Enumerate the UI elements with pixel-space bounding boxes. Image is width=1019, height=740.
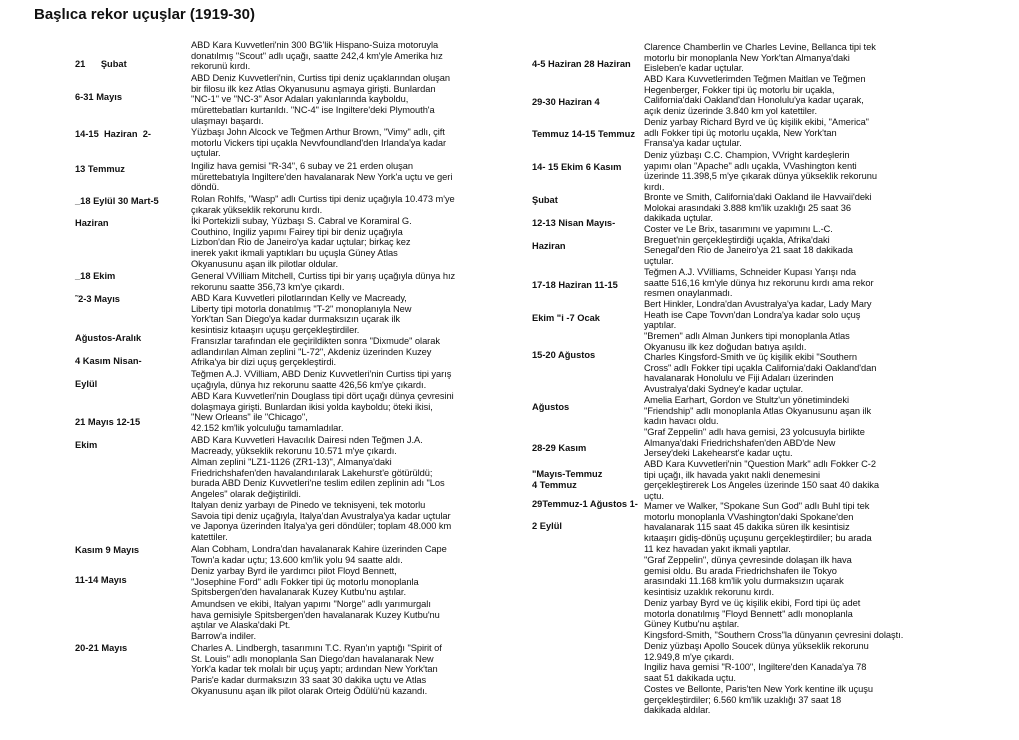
left-entry: Fransızlar tarafından ele geçirildikten sonra "Dixmude" olarak adlandırılan Alman zeplini "L-72", Akdeniz üzerinden Kuzey Afrika'ya bir dizi uçuş gerçekleştirdi. xyxy=(191,336,440,368)
right-date: 29Temmuz-1 Ağustos 1- xyxy=(532,499,638,509)
right-entry: Clarence Chamberlin ve Charles Levine, Bellanca tipi tek motorlu bir monoplanla New York'tan Almanya'daki Eisleben'e kadar uçtular. xyxy=(644,42,876,74)
right-entry: Ingiliz hava gemisi "R-100", Ingiltere'den Kanada'ya 78 saat 51 dakikada uçtu. xyxy=(644,662,867,683)
right-entry: Costes ve Bellonte, Paris'ten New York kentine ilk uçuşu gerçekleştirdiler; 6.560 km'lik uzaklığı 37 saat 18 dakikada aldılar. xyxy=(644,684,873,716)
left-entry: Charles A. Lindbergh, tasarımını T.C. Ryan'ın yaptığı "Spirit of St. Louis" adlı monoplanla San Diego'dan havalanarak New York'a kadar tek molalı bir uçuş yaptı; ardından New York'tan Paris'e kadar durmaksızın 33 saat 30 dakika uçtu ve Atlas Okyanusunu aşan ilk pilot olarak Orteig Ödülü'nü kazandı. xyxy=(191,643,442,696)
left-entry: ABD Kara Kuvvetleri'nin Douglass tipi dört uçağı dünya çevresini dolaşmaya girişti. Bunlardan ikisi yolda kayboldu; öteki ikisi, "New Orleans" ile "Chicago", 42.152 km'lik yolculuğu tamamladılar. xyxy=(191,391,454,434)
right-entry: Mamer ve Walker, "Spokane Sun God" adlı Buhl tipi tek motorlu monoplanla VVashington'daki Spokane'den havalanarak 115 saat 45 dakika süren ilk kesintisiz kıtaaşırı gidiş-dönüş uçuşunu gerçekleştirdiler; bu arada 11 kez havadan yakıt ikmali yaptılar. xyxy=(644,501,872,554)
left-date: 11-14 Mayıs xyxy=(75,575,127,585)
right-entry: Kingsford-Smith, "Southern Cross"la dünyanın çevresini dolaştı. xyxy=(644,630,904,640)
right-entry: ABD Kara Kuvvetleri'nin "Question Mark" adlı Fokker C-2 tipi uçağı, ilk havada yakıt nakli denemesini gerçekleştirerek Los Angeles üzerinde 150 saat 40 dakika uçtu. xyxy=(644,459,879,502)
left-entry: Deniz yarbay Byrd ile yardımcı pilot Floyd Bennett, "Josephine Ford" adlı Fokker tipi üç motorlu monoplanla Spitsbergen'den havalanarak Kuzey Kutbu'nu aştılar. xyxy=(191,566,419,598)
left-entry: Teğmen A.J. VVilliam, ABD Deniz Kuvvetleri'nin Curtiss tipi yarış uçağıyla, dünya hız rekorunu saatte 426,56 km'ye çıkardı. xyxy=(191,369,452,390)
right-entry: Coster ve Le Brix, tasarımını ve yapımını L.-C. Breguet'nin gerçekleştirdiği uçakla, Afrika'daki Senegal'den Rio de Janeiro'ya 21 saat 18 dakikada uçtular. xyxy=(644,224,853,267)
left-date: Eylül xyxy=(75,379,98,389)
right-date: 4-5 Haziran 28 Haziran xyxy=(532,59,631,69)
left-date: 14-15 Haziran 2- xyxy=(75,129,151,139)
left-entry: Yüzbaşı John Alcock ve Teğmen Arthur Brown, "Vimy" adlı, çift motorlu Vickers tipi uçakla Nevvfoundland'den Irlanda'ya kadar uçtular. xyxy=(191,127,447,159)
right-entry: "Graf Zeppelin", dünya çevresinde dolaşan ilk hava gemisi oldu. Bu arada Friedrichshafen ile Tokyo arasındaki 11.168 km'lik yolu durmaksızın uçarak kesintisiz uzaklık rekorunu kırdı. xyxy=(644,555,852,598)
left-entry: ABD Kara Kuvvetleri pilotlarından Kelly ve Macready, Liberty tipi motorla donatılmış "T-2" monoplanıyla New York'tan San Diego'ya kadar durmaksızın uçarak ilk kesintisiz kıtaaşırı uçuşu gerçekleştirdiler. xyxy=(191,293,412,336)
left-entry: Rolan Rohlfs, "Wasp" adlı Curtiss tipi deniz uçağıyla 10.473 m'ye çıkarak yükseklik rekorunu kırdı. xyxy=(191,194,455,215)
right-entry: Charles Kingsford-Smith ve üç kişilik ekibi "Southern Cross" adlı Fokker tipi uçakla California'daki Oakland'dan havalanarak Honolulu ve Fiji Adaları üzerinden Avustralya'daki Sydney'e kadar uçtular. xyxy=(644,352,877,395)
right-entry: ABD Kara Kuvvetlerimden Teğmen Maitlan ve Teğmen Hegenberger, Fokker tipi üç motorlu bir uçakla, California'daki Oakland'dan Honolulu'ya kadar uçarak, açık deniz üzerinde 3.840 km yol katettiler. xyxy=(644,74,866,117)
left-date: Kasım 9 Mayıs xyxy=(75,545,140,555)
left-entry: ABD Deniz Kuvvetleri'nin, Curtiss tipi deniz uçaklarından oluşan bir filosu ilk kez Atlas Okyanusunu aşmaya girişti. Bunlardan "NC-1" ve "NC-3" Asor Adaları yakınlarında kayboldu, mürettebatları kurtarıldı. "NC-4" ise Ingiltere'deki Plymouth'a ulaşmayı başardı. xyxy=(191,73,451,126)
right-entry: Deniz yarbay Richard Byrd ve üç kişilik ekibi, "America" adlı Fokker tipi üç motorlu uçakla, New York'tan Fransa'ya kadar uçtular. xyxy=(644,117,869,149)
right-entry: Bronte ve Smith, California'daki Oakland ile Havvaii'deki Molokai arasındaki 3.888 km'lik uzaklığı 25 saat 36 dakikada uçtular. xyxy=(644,192,872,224)
right-date: 15-20 Ağustos xyxy=(532,350,596,360)
left-date: _18 Eylül 30 Mart-5 xyxy=(75,196,159,206)
right-date: "Mayıs-Temmuz 4 Temmuz xyxy=(532,469,603,490)
left-date: 21 Mayıs 12-15 xyxy=(75,417,141,427)
right-date: Şubat xyxy=(532,195,558,205)
right-entry: Teğmen A.J. VVilliams, Schneider Kupası Yarışı nda saatte 516,16 km'yle dünya hız rekorunu kırdı ama rekor resmen onaylanmadı. xyxy=(644,267,874,299)
right-date: Haziran xyxy=(532,241,566,251)
left-date: 20-21 Mayıs xyxy=(75,643,128,653)
left-entry: Italyan deniz yarbayı de Pinedo ve teknisyeni, tek motorlu Savoia tipi deniz uçağıyla, Italya'dan Avustralya'ya kadar uçtular ve Japonya üzerinden Italya'ya geri döndüler; toplam 48.000 km katettiler. xyxy=(191,500,452,543)
left-date: Haziran xyxy=(75,218,109,228)
right-date: Ekim "i -7 Ocak xyxy=(532,313,600,323)
right-entry: Deniz yüzbaşı C.C. Champion, VVright kardeşlerin yapımı olan "Apache" adlı uçakla, VVashington kenti üzerinde 11.398,5 m'ye çıkarak dünya yükseklik rekorunu kırdı. xyxy=(644,150,877,193)
left-entry: İki Portekizli subay, Yüzbaşı S. Cabral ve Koramiral G. Couthino, Ingiliz yapımı Fairey tipi bir deniz uçağıyla Lizbon'dan Rio de Janeiro'ya kadar uçtular; birkaç kez inerek yakıt ikmali yaptıkları bu uçuşla Güney Atlas Okyanusunu aşan ilk pilotlar oldular. xyxy=(191,216,412,269)
left-date: 21 Şubat xyxy=(75,59,127,69)
right-entry: Deniz yüzbaşı Apollo Soucek dünya yükseklik rekorunu 12.949,8 m'ye çıkardı. xyxy=(644,641,869,662)
right-entry: Deniz yarbay Byrd ve üç kişilik ekibi, Ford tipi üç adet motorla donatılmış "Floyd Bennett" adlı monoplanla Güney Kutbu'nu aştılar. xyxy=(644,598,861,630)
right-date: 17-18 Haziran 11-15 xyxy=(532,280,618,290)
left-date: 6-31 Mayıs xyxy=(75,92,123,102)
right-entry: Bert Hinkler, Londra'dan Avustralya'ya kadar, Lady Mary Heath ise Cape Tovvn'dan Londra'ya kadar solo uçuş yaptılar. xyxy=(644,299,872,331)
right-date: 14- 15 Ekim 6 Kasım xyxy=(532,162,622,172)
right-date: Temmuz 14-15 Temmuz xyxy=(532,129,635,139)
right-entry: "Bremen" adlı Alman Junkers tipi monoplanla Atlas Okyanusu ilk kez doğudan batıya aşıldı. xyxy=(644,331,850,352)
page-title: Başlıca rekor uçuşlar (1919-30) xyxy=(34,6,255,23)
left-entry: General VVilliam Mitchell, Curtiss tipi bir yarış uçağıyla dünya hız rekorunu saatte 356,73 km'ye çıkardı. xyxy=(191,271,456,292)
left-date: _18 Ekim xyxy=(75,271,116,281)
left-date: Ağustos-Aralık xyxy=(75,333,142,343)
left-date: Ekim xyxy=(75,440,98,450)
left-date: 4 Kasım Nisan- xyxy=(75,356,142,366)
right-entry: "Graf Zeppelin" adlı hava gemisi, 23 yolcusuyla birlikte Almanya'daki Friedrichshafen'den ABD'de New Jersey'deki Lakehearst'e kadar uçtu. xyxy=(644,427,865,459)
left-entry: Alan Cobham, Londra'dan havalanarak Kahire üzerinden Cape Town'a kadar uçtu; 13.600 km'lik yolu 94 saatte aldı. xyxy=(191,544,447,565)
left-entry: Amundsen ve ekibi, Italyan yapımı "Norge" adlı yarımurgalı hava gemisiyle Spitsbergen'den havalanarak Kuzey Kutbu'nu aştılar ve Alaska'daki Pt. Barrow'a indiler. xyxy=(191,599,440,642)
right-date: 12-13 Nisan Mayıs- xyxy=(532,218,616,228)
left-entry: ABD Kara Kuvvetleri Havacılık Dairesi nden Teğmen J.A. Macready, yükseklik rekorunu 10.571 m'ye çıkardı. xyxy=(191,435,423,456)
left-date: ˜2-3 Mayıs xyxy=(75,294,120,304)
left-entry: Ingiliz hava gemisi "R-34", 6 subay ve 21 erden oluşan mürettebatıyla Ingiltere'den havalanarak New York'a uçtu ve geri döndü. xyxy=(191,161,453,193)
right-date: Ağustos xyxy=(532,402,570,412)
right-date: 28-29 Kasım xyxy=(532,443,587,453)
right-date: 2 Eylül xyxy=(532,521,562,531)
left-date: 13 Temmuz xyxy=(75,164,125,174)
left-entry: ABD Kara Kuvvetleri'nin 300 BG'lik Hispano-Suiza motoruyla donatılmış "Scout" adlı uçağı, saatte 242,4 km'yle Amerika hız rekorunü kırdı. xyxy=(191,40,443,72)
left-entry: Alman zeplini "LZ1-1126 (ZR1-13)", Almanya'daki Friedrichshafen'den havalandırılarak Lakehurst'e götürüldü; burada ABD Deniz Kuvvetleri'ne teslim edilen zeplinin adı "Los Angeles" olarak değiştirildi. xyxy=(191,457,445,500)
right-entry: Amelia Earhart, Gordon ve Stultz'un yönetimindeki "Friendship" adlı monoplanla Atlas Okyanusunu aşan ilk kadın havacı oldu. xyxy=(644,395,872,427)
right-date: 29-30 Haziran 4 xyxy=(532,97,600,107)
